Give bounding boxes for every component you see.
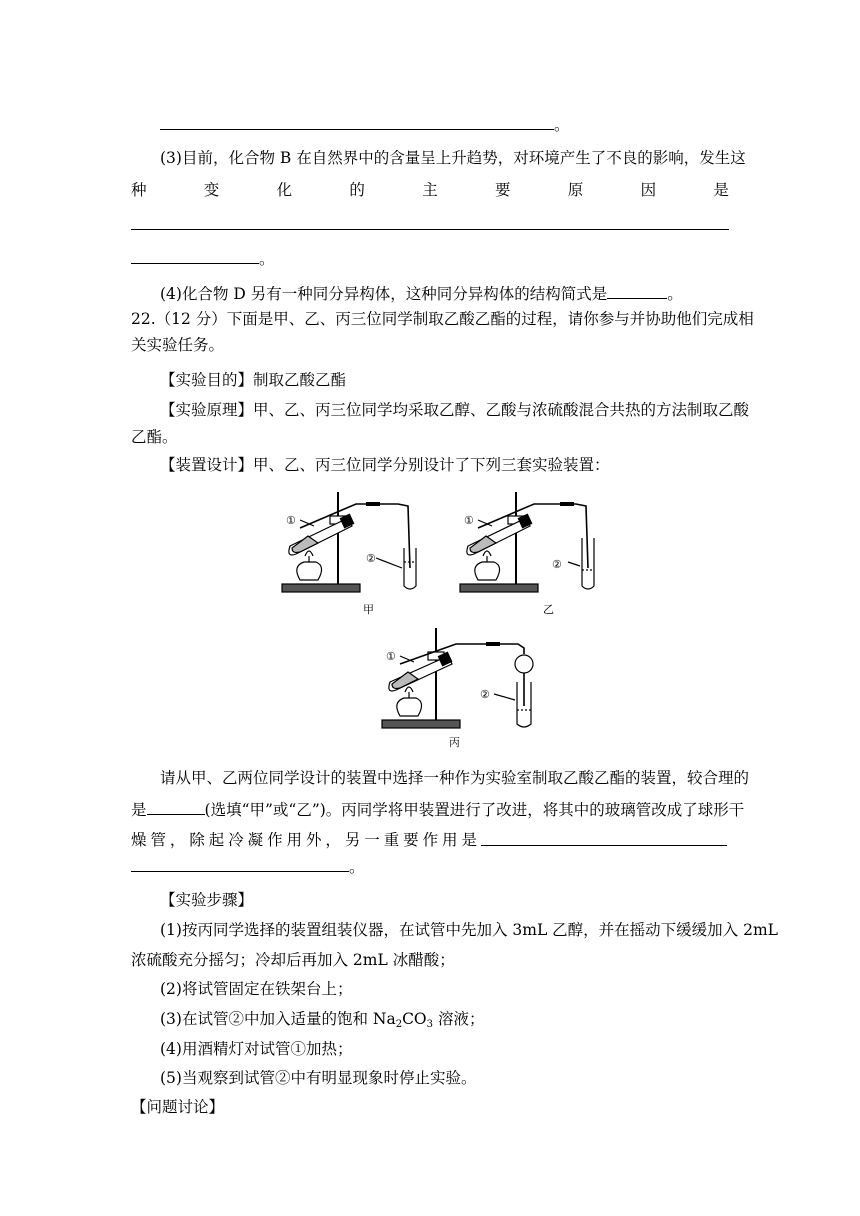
tube2-label: ② (366, 552, 376, 565)
steps-title: 【实验步骤】 (160, 891, 254, 909)
q22-heading: 22.（12 分）下面是甲、乙、丙三位同学制取乙酸乙酯的过程，请你参与并协助他们完成相 (131, 310, 754, 328)
label-yi: 乙 (543, 603, 554, 616)
step-2: (2)将试管固定在铁架台上； (160, 980, 353, 998)
answer-line-q2: 。 (160, 114, 570, 135)
discussion-title: 【问题讨论】 (131, 1098, 225, 1116)
label-jia: 甲 (363, 603, 374, 616)
step-1-cont: 浓硫酸充分摇匀；冷却后再加入 2mL 冰醋酸； (131, 951, 455, 969)
q22-heading-cont: 关实验任务。 (131, 336, 225, 354)
answer-line-drying-end: 。 (131, 856, 365, 877)
apparatus-jia-figure (278, 488, 438, 598)
label-bing: 丙 (449, 736, 460, 749)
choose-apparatus-text: 请从甲、乙两位同学设计的装置中选择一种作为实验室制取乙酸乙酯的装置，较合理的 (160, 769, 750, 787)
answer-blank-q4[interactable] (607, 283, 667, 299)
apparatus-bing-figure (378, 624, 548, 734)
q3-text: (3)目前，化合物 B 在自然界中的含量呈上升趋势，对环境产生了不良的影响，发生这 (160, 149, 746, 167)
q3-spread-line: 种 变 化 的 主 要 原 因 是 (131, 181, 729, 199)
step-1: (1)按丙同学选择的装置组装仪器，在试管中先加入 3mL 乙醇，并在摇动下缓缓加入 2mL (160, 921, 778, 939)
step-4: (4)用酒精灯对试管①加热； (160, 1040, 353, 1058)
step-3: (3)在试管②中加入适量的饱和 $Na_2CO_3$ 溶液； (160, 1010, 485, 1030)
apparatus-yi-figure (456, 488, 616, 598)
tube2-label: ② (552, 558, 562, 571)
q4-text: (4)化合物 D 另有一种同分异构体，这种同分异构体的结构简式是 。 (160, 285, 683, 303)
answer-blank[interactable] (160, 114, 554, 130)
tube1-label: ① (464, 514, 474, 527)
answer-blank[interactable] (131, 248, 259, 264)
answer-line-q3-end: 。 (131, 248, 275, 269)
tube2-label: ② (480, 688, 490, 701)
step-5: (5)当观察到试管②中有明显现象时停止实验。 (160, 1069, 477, 1087)
answer-blank[interactable] (131, 856, 349, 872)
answer-blank-q3-long[interactable] (131, 229, 729, 230)
apparatus-design: 【装置设计】甲、乙、丙三位同学分别设计了下列三套实验装置： (160, 456, 610, 474)
experiment-principle: 【实验原理】甲、乙、丙三位同学均采取乙醇、乙酸与浓硫酸混合共热的方法制取乙酸 (160, 401, 750, 419)
experiment-principle-cont: 乙酯。 (131, 428, 178, 446)
answer-blank-drying-tube[interactable] (481, 830, 727, 846)
tube1-label: ① (286, 514, 296, 527)
choose-apparatus-cont: 是 (选填“甲”或“乙”)。丙同学将甲装置进行了改进，将其中的玻璃管改成了球形干 (131, 801, 745, 819)
drying-tube-line: 燥 管 ， 除 起 冷 凝 作 用 外 ， 另 一 重 要 作 用 是 (131, 830, 729, 850)
answer-blank-choice[interactable] (147, 799, 205, 815)
experiment-purpose: 【实验目的】制取乙酸乙酯 (160, 371, 347, 389)
tube1-label: ① (386, 650, 396, 663)
